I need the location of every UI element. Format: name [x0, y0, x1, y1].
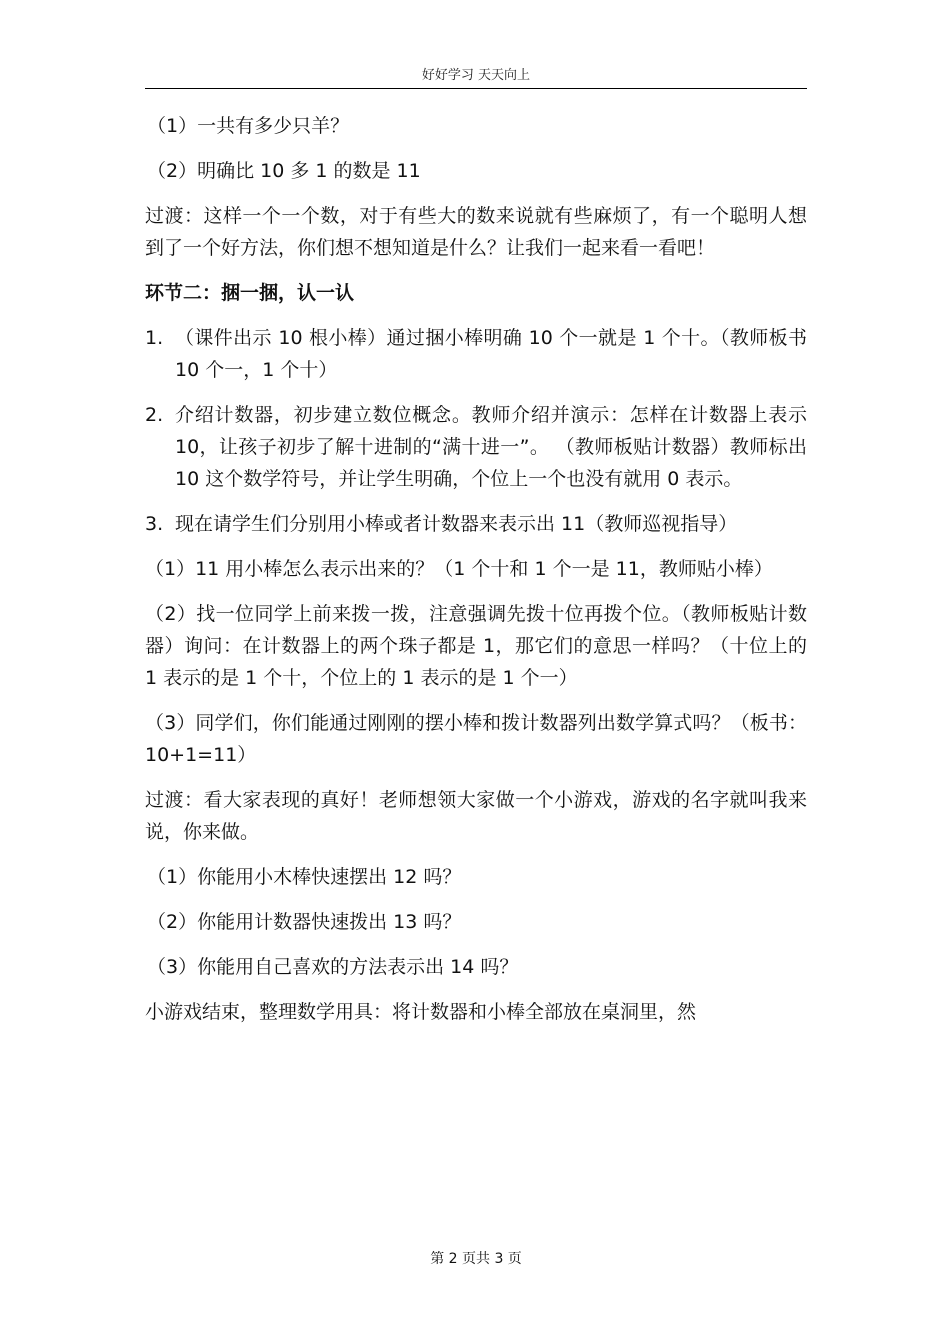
item-text: 介绍计数器，初步建立数位概念。教师介绍并演示：怎样在计数器上表示 10，让孩子初步了解十进制的“满十进一”。 （教师板贴计数器）教师标出 10 这个数学符号，并让学生明确，个位上一个也没有就用 0 表示。 [175, 404, 807, 490]
closing-paragraph: 小游戏结束，整理数学用具：将计数器和小棒全部放在桌洞里，然 [145, 1001, 697, 1023]
question-1: （1）一共有多少只羊？ [147, 115, 350, 137]
page-header: 好好学习 天天向上 [421, 68, 531, 83]
game-question-1: （1）你能用小木棒快速摆出 12 吗？ [147, 866, 462, 888]
item-text: 现在请学生们分别用小棒或者计数器来表示出 11（教师巡视指导） [175, 513, 738, 535]
game-question-3: （3）你能用自己喜欢的方法表示出 14 吗？ [147, 956, 519, 978]
numbered-item-2 [145, 399, 807, 495]
item-number: 3. [145, 513, 164, 535]
question-2: （2）明确比 10 多 1 的数是 11 [147, 160, 421, 182]
page-footer: 第 2 页共 3 页 [430, 1251, 522, 1267]
item-number: 1. [145, 327, 164, 349]
document-body [145, 110, 807, 1041]
transition-paragraph-2: 过渡：看大家表现的真好！老师想领大家做一个小游戏，游戏的名字就叫我来说，你来做。 [145, 789, 807, 843]
item-number: 2. [145, 404, 164, 426]
numbered-item-3 [145, 508, 807, 540]
item-text: （课件出示 10 根小棒）通过捆小棒明确 10 个一就是 1 个十。（教师板书 10 个一，1 个十） [175, 327, 807, 381]
transition-paragraph-1: 过渡：这样一个一个数，对于有些大的数来说就有些麻烦了，有一个聪明人想到了一个好方法，你们想不想知道是什么？让我们一起来看一看吧！ [145, 205, 807, 259]
numbered-item-1 [145, 322, 807, 386]
sub-question-2: （2）找一位同学上前来拨一拨，注意强调先拨十位再拨个位。（教师板贴计数器）询问：在计数器上的两个珠子都是 1，那它们的意思一样吗？（十位上的 1 表示的是 1 个十，个位上的 1 表示的是 1 个一） [145, 603, 807, 689]
sub-question-3: （3）同学们，你们能通过刚刚的摆小棒和拨计数器列出数学算式吗？（板书：10+1=11） [145, 712, 807, 766]
game-question-2: （2）你能用计数器快速拨出 13 吗？ [147, 911, 462, 933]
header-divider [145, 88, 807, 89]
section-heading: 环节二：捆一捆，认一认 [145, 282, 355, 304]
sub-question-1: （1）11 用小棒怎么表示出来的？（1 个十和 1 个一是 11，教师贴小棒） [145, 558, 773, 580]
